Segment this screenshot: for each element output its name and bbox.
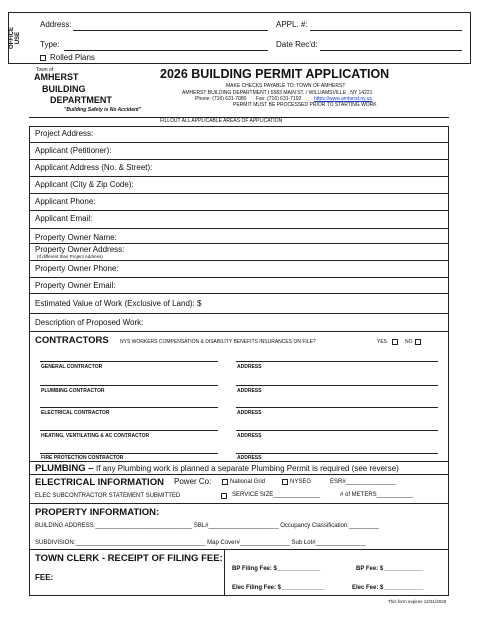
general-contractor-label: GENERAL CONTRACTOR [41,364,103,370]
general-address-label: ADDRESS [237,364,262,370]
estimated-value-label: Estimated Value of Work (Exclusive of Land): $ [35,299,202,308]
applicant-phone-label: Applicant Phone: [35,197,96,206]
dept-motto: "Building Safety is No Accident" [64,107,142,113]
insurance-yes-label: YES [377,339,388,345]
plumbing-contractor-field[interactable] [40,385,218,386]
plumbing-divider [29,461,449,462]
owner-email-row[interactable] [29,278,449,294]
esr-field[interactable]: ESR#_______________ [330,479,396,485]
fire-contractor-field[interactable] [40,453,218,454]
nyseg-checkbox[interactable] [282,479,288,485]
owner-address-label: Property Owner Address: [35,245,125,254]
project-address-row[interactable] [29,126,449,143]
office-type-field[interactable] [64,50,268,51]
subdivision-field[interactable]: SUBDIVISION:_______________________________________ Map Cover#_______________ Sub Lot#_______________ [35,540,366,546]
electrical-divider [29,474,449,475]
dept-fax: Fax: (716) 631-7192 [256,96,302,102]
insurance-yes-checkbox[interactable] [392,339,398,345]
plumbing-note: If any Plumbing work is planned a separate Plumbing Permit is required (see reverse) [96,464,399,473]
plumbing-contractor-label: PLUMBING CONTRACTOR [41,388,105,394]
elec-fee-field[interactable]: Elec Fee: $____________ [352,585,424,591]
hvac-contractor-field[interactable] [40,430,218,431]
owner-phone-label: Property Owner Phone: [35,264,119,273]
owner-address-note: (If different than Project Address) [37,254,103,259]
dept-website-link[interactable]: https://www.amherst.ny.us [314,96,372,102]
dept-line-1: AMHERST [34,72,79,82]
project-address-label: Project Address: [35,129,94,138]
insurance-question: NYS WORKERS COMPENSATION & DISABILITY BENEFITS INSURANCES ON FILE? [120,339,316,345]
general-contractor-field[interactable] [40,361,218,362]
fire-address-label: ADDRESS [237,455,262,461]
dept-line-2: BUILDING [42,84,86,94]
fire-contractor-label: FIRE PROTECTION CONTRACTOR [41,455,124,461]
clerk-heading: TOWN CLERK - RECEIPT OF FILING FEE: [35,553,223,564]
estimated-value-row[interactable] [29,294,449,314]
contractors-heading: CONTRACTORS [35,335,109,346]
office-address-field[interactable] [73,30,268,31]
office-use-label: OFFICE USE [9,27,21,49]
description-row[interactable] [29,314,449,332]
hvac-address-label: ADDRESS [237,433,262,439]
electrical-heading: ELECTRICAL INFORMATION [35,477,164,488]
description-label: Description of Proposed Work: [35,318,144,327]
office-appl-label: APPL. #: [276,20,308,29]
fire-address-field[interactable] [236,453,438,454]
hvac-contractor-label: HEATING, VENTILATING & AC CONTRACTOR [41,433,150,439]
service-size-field[interactable]: SERVICE SIZE______________ [232,492,320,498]
fee-label: FEE: [35,573,54,582]
applicant-address-row[interactable] [29,160,449,177]
electrical-address-label: ADDRESS [237,410,262,416]
meters-field[interactable]: # of METERS___________ [340,492,414,498]
applicant-city-row[interactable] [29,177,449,194]
fill-note: FILLOUT ALL APPLICABLE AREAS OF APPLICATION [160,118,283,124]
nyseg-label: NYSEG [290,479,312,485]
applicant-city-label: Applicant (City & Zip Code): [35,180,134,189]
property-divider [29,503,449,504]
insurance-no-checkbox[interactable] [415,339,421,345]
page-title: 2026 BUILDING PERMIT APPLICATION [160,67,390,81]
bp-filing-fee-field[interactable]: BP Filing Fee: $_____________ [232,566,321,572]
office-date-label: Date Rec'd: [276,40,318,49]
office-date-field[interactable] [320,50,462,51]
national-grid-label: National Grid [230,479,266,485]
office-type-label: Type: [40,40,60,49]
electrical-address-field[interactable] [236,407,438,408]
hvac-address-field[interactable] [236,430,438,431]
rolled-plans-label: Rolled Plans [50,53,95,62]
checks-payable: MAKE CHECKS PAYABLE TO: TOWN OF AMHERST [226,83,346,89]
plumbing-address-label: ADDRESS [237,388,262,394]
electrical-contractor-label: ELECTRICAL CONTRACTOR [41,410,110,416]
owner-name-label: Property Owner Name: [35,233,117,242]
insurance-no-label: NO [405,339,413,345]
owner-email-label: Property Owner Email: [35,281,116,290]
plumbing-address-field[interactable] [236,385,438,386]
elec-subcontractor-checkbox[interactable] [221,493,227,499]
property-heading: PROPERTY INFORMATION: [35,507,160,518]
electrical-contractor-field[interactable] [40,407,218,408]
applicant-label: Applicant (Petitioner): [35,146,112,155]
plumbing-heading: PLUMBING – [35,463,94,474]
elec-filing-fee-field[interactable]: Elec Filing Fee: $_____________ [232,585,325,591]
applicant-phone-row[interactable] [29,194,449,211]
applicant-row[interactable] [29,143,449,160]
elec-subcontractor-label: ELEC SUBCONTRACTOR STATEMENT SUBMITTED [35,493,181,499]
rolled-plans-checkbox[interactable] [40,55,46,61]
permit-notice: PERMIT MUST BE PROCESSED PRIOR TO STARTING WORK [233,102,377,108]
owner-phone-row[interactable] [29,261,449,278]
office-appl-field[interactable] [310,30,462,31]
form-expiration: This form expires 12/31/2026 [388,599,447,604]
bp-fee-field[interactable]: BP Fee: $____________ [356,566,424,572]
building-address-field[interactable]: BUILDING ADDRESS:_____________________________ SBL#_____________________ Occupancy Classification:_________ [35,523,379,529]
dept-line-3: DEPARTMENT [50,95,112,105]
dept-phone: Phone: (716) 631-7080 [195,96,247,102]
applicant-email-label: Applicant Email: [35,214,93,223]
dept-address: AMHERST BUILDING DEPARTMENT I 5583 MAIN ST. / WILLIAMSVILLE , NY 14221 [182,90,373,96]
owner-address-row[interactable] [29,243,449,261]
national-grid-checkbox[interactable] [222,479,228,485]
town-of-label: Town of [36,67,54,73]
applicant-email-row[interactable] [29,211,449,229]
applicant-address-label: Applicant Address (No. & Street): [35,163,153,172]
power-co-label: Power Co: [174,477,212,486]
office-address-label: Address: [40,20,72,29]
owner-name-row[interactable] [29,229,449,243]
general-address-field[interactable] [236,361,438,362]
